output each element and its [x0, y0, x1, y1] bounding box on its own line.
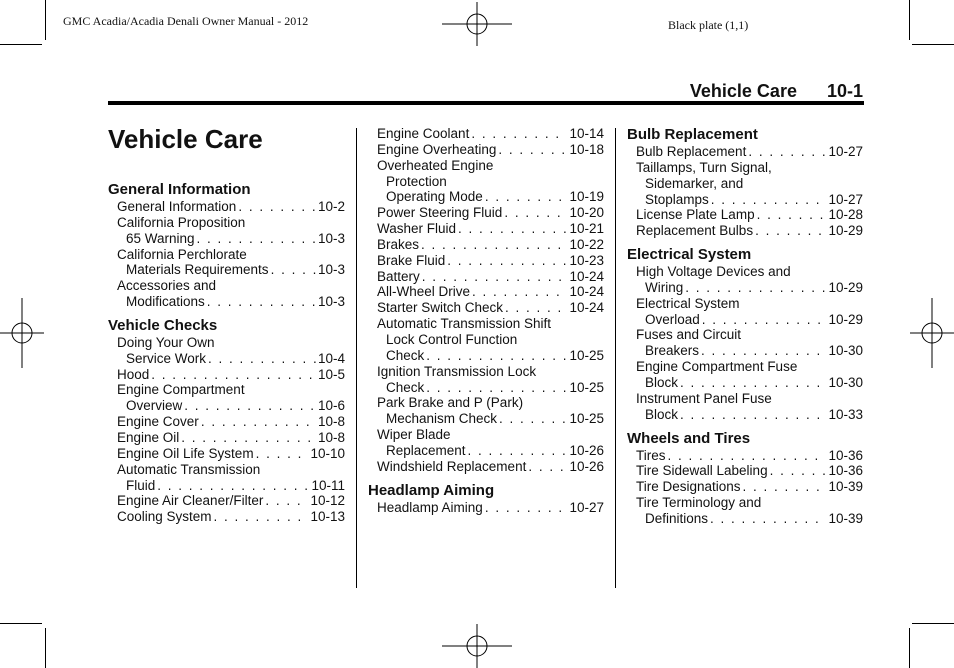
toc-entry[interactable] — [368, 284, 604, 300]
crop-mark — [0, 623, 42, 624]
toc-entry-label: Mechanism Check — [386, 411, 498, 427]
dot-leader — [468, 443, 568, 459]
dot-leader — [528, 459, 567, 475]
toc-entry[interactable] — [368, 459, 604, 475]
running-head — [690, 81, 863, 102]
toc-entry-label: Overview — [126, 398, 183, 414]
toc-entry-label: Tires — [636, 447, 666, 463]
print-header-right: Black plate (1,1) — [668, 18, 749, 32]
toc-entry[interactable] — [108, 247, 345, 279]
dot-leader — [701, 343, 826, 359]
toc-entry-page: 10-24 — [569, 300, 604, 316]
toc-entry-line: California Proposition — [117, 214, 246, 230]
toc-entry-label: Block — [645, 406, 679, 422]
toc-entry-line: California Perchlorate — [117, 246, 247, 262]
toc-entry-label: Washer Fluid — [377, 221, 457, 237]
toc-entry-label: Cooling System — [117, 509, 212, 525]
header-rule — [108, 101, 864, 105]
registration-mark-icon — [910, 298, 954, 368]
toc-entry-page: 10-29 — [828, 311, 863, 327]
toc-section — [368, 126, 604, 475]
dot-leader — [214, 509, 309, 525]
toc-entry-page: 10-6 — [317, 398, 345, 414]
toc-entry-label: Check — [386, 379, 425, 395]
toc-column-2 — [368, 126, 604, 522]
toc-entry-label: License Plate Lamp — [636, 207, 755, 223]
toc-entry-page: 10-27 — [828, 191, 863, 207]
toc-section — [627, 246, 863, 422]
toc-entry[interactable] — [108, 414, 345, 430]
dot-leader — [447, 253, 567, 269]
toc-entry[interactable] — [368, 142, 604, 158]
dot-leader — [426, 348, 567, 364]
toc-entry-page: 10-11 — [311, 477, 345, 493]
toc-column-1 — [108, 181, 345, 532]
dot-leader — [755, 223, 826, 239]
toc-entry-page: 10-24 — [569, 268, 604, 284]
toc-entry-label: 65 Warning — [126, 230, 195, 246]
toc-entry[interactable] — [627, 495, 863, 527]
toc-entry[interactable] — [627, 327, 863, 359]
toc-section-heading: Headlamp Aiming — [368, 481, 495, 499]
toc-entry-line: Lock Control Function — [386, 331, 518, 347]
toc-entry-label: Brakes — [377, 236, 420, 252]
dot-leader — [680, 375, 826, 391]
toc-entry[interactable] — [368, 237, 604, 253]
toc-entry-line: Tire Terminology and — [636, 495, 762, 511]
dot-leader — [265, 493, 308, 509]
toc-entry[interactable] — [627, 391, 863, 423]
dot-leader — [770, 463, 827, 479]
dot-leader — [711, 192, 827, 208]
toc-entry-label: Headlamp Aiming — [377, 499, 483, 515]
dot-leader — [743, 479, 827, 495]
toc-column-3 — [627, 126, 863, 534]
toc-entry-page: 10-21 — [569, 221, 604, 237]
toc-entry-page: 10-33 — [828, 406, 863, 422]
toc-entry-label: Brake Fluid — [377, 252, 446, 268]
dot-leader — [710, 511, 826, 527]
toc-entry-label: Replacement — [386, 442, 466, 458]
toc-section — [627, 430, 863, 527]
toc-entry-page: 10-26 — [569, 442, 604, 458]
toc-entry-label: Engine Oil — [117, 429, 180, 445]
dot-leader — [485, 500, 568, 516]
crop-mark — [0, 44, 42, 45]
toc-entry-label: Engine Coolant — [377, 126, 470, 141]
toc-entry-line: Accessories and — [117, 278, 217, 294]
toc-entry-label: Modifications — [126, 294, 205, 310]
toc-section-heading: General Information — [108, 181, 251, 198]
dot-leader — [181, 430, 316, 446]
toc-entry-line: High Voltage Devices and — [636, 264, 791, 280]
toc-entry[interactable] — [368, 126, 604, 142]
toc-entry[interactable] — [627, 448, 863, 464]
toc-entry[interactable] — [368, 158, 604, 206]
toc-entry-page: 10-24 — [569, 284, 604, 300]
toc-section — [108, 317, 345, 525]
toc-entry-page: 10-25 — [569, 379, 604, 395]
toc-entry[interactable] — [627, 359, 863, 391]
column-divider — [356, 128, 357, 588]
dot-leader — [422, 269, 568, 285]
running-head-title: Vehicle Care — [689, 81, 797, 101]
toc-entry[interactable] — [627, 160, 863, 208]
dot-leader — [499, 411, 567, 427]
toc-entry-page: 10-8 — [317, 414, 345, 430]
toc-entry-line: Engine Compartment Fuse — [636, 359, 798, 375]
toc-entry[interactable] — [627, 207, 863, 223]
running-head-page: 10-1 — [826, 81, 863, 101]
toc-entry[interactable] — [368, 500, 604, 516]
toc-entry-label: Tire Designations — [636, 479, 741, 495]
toc-entry-page: 10-10 — [310, 445, 345, 461]
toc-entry-label: Breakers — [645, 343, 700, 359]
print-header-left: GMC Acadia/Acadia Denali Owner Manual - 2012 — [63, 14, 309, 28]
toc-entry[interactable] — [108, 199, 345, 215]
toc-entry[interactable] — [368, 300, 604, 316]
toc-entry-page: 10-22 — [569, 236, 604, 252]
toc-entry-page: 10-4 — [317, 350, 345, 366]
toc-entry-line: Ignition Transmission Lock — [377, 363, 537, 379]
toc-entry-page: 10-25 — [569, 347, 604, 363]
toc-entry-page: 10-5 — [317, 366, 345, 382]
toc-entry-page: 10-23 — [569, 252, 604, 268]
registration-mark-icon — [442, 624, 512, 668]
dot-leader — [748, 144, 826, 160]
toc-entry[interactable] — [368, 221, 604, 237]
registration-mark-icon — [0, 298, 44, 368]
toc-entry[interactable] — [627, 223, 863, 239]
dot-leader — [702, 312, 827, 328]
toc-entry[interactable] — [108, 509, 345, 525]
toc-entry-line: Fuses and Circuit — [636, 327, 742, 343]
toc-entry-page: 10-25 — [569, 411, 604, 427]
toc-entry-line: Wiper Blade — [377, 427, 451, 443]
crop-mark — [909, 0, 910, 40]
toc-entry[interactable] — [368, 364, 604, 396]
toc-entry-line: Taillamps, Turn Signal, — [636, 159, 772, 175]
dot-leader — [471, 126, 567, 142]
crop-mark — [912, 44, 954, 45]
toc-entry[interactable] — [108, 335, 345, 367]
toc-entry-page: 10-13 — [310, 509, 345, 525]
toc-entry-label: Engine Overheating — [377, 141, 497, 157]
toc-entry[interactable] — [368, 316, 604, 364]
crop-mark — [912, 623, 954, 624]
toc-entry-label: Engine Air Cleaner/Filter — [117, 493, 264, 509]
toc-entry[interactable] — [627, 264, 863, 296]
toc-entry-page: 10-27 — [569, 499, 604, 515]
toc-entry-page: 10-20 — [569, 205, 604, 221]
dot-leader — [197, 231, 316, 247]
toc-entry-label: Materials Requirements — [126, 262, 269, 278]
toc-entry-page: 10-28 — [828, 207, 863, 223]
toc-section — [108, 181, 345, 310]
toc-entry-label: Starter Switch Check — [377, 300, 504, 316]
toc-entry-line: Protection — [386, 173, 447, 189]
dot-leader — [757, 207, 827, 223]
toc-entry-label: General Information — [117, 199, 237, 214]
toc-entry-label: Tire Sidewall Labeling — [636, 463, 768, 479]
toc-section-heading: Vehicle Checks — [108, 316, 218, 334]
toc-entry-label: Power Steering Fluid — [377, 205, 503, 221]
toc-section-heading: Wheels and Tires — [627, 429, 751, 447]
dot-leader — [208, 351, 316, 367]
toc-entry-page: 10-12 — [310, 493, 345, 509]
toc-entry-line: Automatic Transmission — [117, 461, 261, 477]
dot-leader — [685, 280, 826, 296]
toc-entry-line: Overheated Engine — [377, 157, 494, 173]
toc-section-heading: Electrical System — [627, 246, 752, 264]
dot-leader — [680, 407, 826, 423]
toc-entry-page: 10-8 — [317, 429, 345, 445]
toc-entry-line: Electrical System — [636, 295, 740, 311]
toc-entry[interactable] — [368, 253, 604, 269]
toc-entry-page: 10-39 — [828, 479, 863, 495]
toc-section — [627, 126, 863, 239]
registration-mark-icon — [442, 2, 512, 46]
toc-entry-label: Fluid — [126, 477, 156, 493]
toc-entry[interactable] — [108, 278, 345, 310]
toc-entry-page: 10-14 — [569, 126, 604, 141]
toc-entry-label: Engine Cover — [117, 414, 199, 430]
dot-leader — [201, 414, 316, 430]
toc-entry-line: Park Brake and P (Park) — [377, 395, 524, 411]
toc-entry-label: Windshield Replacement — [377, 458, 527, 474]
toc-entry[interactable] — [108, 446, 345, 462]
toc-entry-label: Check — [386, 347, 425, 363]
toc-entry-label: Operating Mode — [386, 189, 483, 205]
toc-entry-page: 10-39 — [828, 510, 863, 526]
toc-entry-page: 10-19 — [569, 189, 604, 205]
toc-entry-page: 10-30 — [828, 374, 863, 390]
dot-leader — [668, 448, 827, 464]
dot-leader — [498, 142, 567, 158]
column-divider — [615, 128, 616, 588]
toc-entry[interactable] — [108, 367, 345, 383]
dot-leader — [271, 262, 316, 278]
toc-entry-page: 10-29 — [828, 279, 863, 295]
toc-entry-page: 10-26 — [569, 458, 604, 474]
dot-leader — [238, 199, 316, 215]
dot-leader — [505, 300, 567, 316]
dot-leader — [421, 237, 567, 253]
toc-section-heading: Bulb Replacement — [627, 126, 758, 143]
toc-entry-page: 10-30 — [828, 343, 863, 359]
toc-entry[interactable] — [108, 493, 345, 509]
toc-entry[interactable] — [108, 382, 345, 414]
toc-entry-page: 10-3 — [317, 294, 345, 310]
toc-entry[interactable] — [368, 395, 604, 427]
toc-entry-line: Automatic Transmission Shift — [377, 316, 552, 332]
toc-entry[interactable] — [108, 215, 345, 247]
dot-leader — [485, 189, 568, 205]
crop-mark — [45, 0, 46, 40]
toc-entry[interactable] — [627, 463, 863, 479]
toc-entry-label: Engine Oil Life System — [117, 445, 254, 461]
toc-entry-page: 10-29 — [828, 223, 863, 239]
toc-entry-line: Instrument Panel Fuse — [636, 390, 772, 406]
toc-entry-label: Battery — [377, 268, 420, 284]
toc-entry-page: 10-3 — [317, 262, 345, 278]
toc-section — [368, 482, 604, 516]
dot-leader — [151, 367, 316, 383]
dot-leader — [207, 294, 316, 310]
toc-entry[interactable] — [108, 462, 345, 494]
chapter-title: Vehicle Care — [108, 124, 263, 154]
toc-entry-line: Doing Your Own — [117, 334, 215, 350]
toc-entry-label: Hood — [117, 366, 150, 382]
dot-leader — [458, 221, 567, 237]
dot-leader — [504, 205, 567, 221]
crop-mark — [45, 628, 46, 668]
toc-entry-label: All-Wheel Drive — [377, 284, 471, 300]
dot-leader — [472, 284, 567, 300]
toc-entry-label: Stoplamps — [645, 191, 709, 207]
toc-entry-page: 10-18 — [569, 141, 604, 157]
toc-entry-label: Block — [645, 374, 679, 390]
toc-entry-page: 10-3 — [317, 230, 345, 246]
dot-leader — [184, 398, 316, 414]
toc-entry-label: Definitions — [645, 510, 709, 526]
dot-leader — [256, 446, 309, 462]
toc-entry-label: Overload — [645, 311, 700, 327]
toc-entry-label: Replacement Bulbs — [636, 223, 754, 239]
toc-entry[interactable] — [368, 269, 604, 285]
toc-entry-label: Service Work — [126, 350, 207, 366]
toc-entry[interactable] — [108, 430, 345, 446]
dot-leader — [426, 380, 567, 396]
toc-entry[interactable] — [627, 479, 863, 495]
toc-entry-line: Sidemarker, and — [645, 175, 744, 191]
toc-entry[interactable] — [627, 144, 863, 160]
crop-mark — [909, 628, 910, 668]
toc-entry-page: 10-36 — [828, 463, 863, 479]
toc-entry-page: 10-27 — [828, 144, 863, 159]
toc-entry-page: 10-2 — [317, 199, 345, 214]
toc-entry-label: Wiring — [645, 279, 684, 295]
toc-entry-line: Engine Compartment — [117, 382, 245, 398]
toc-entry[interactable] — [368, 205, 604, 221]
toc-entry-label: Bulb Replacement — [636, 144, 747, 159]
toc-entry[interactable] — [368, 427, 604, 459]
toc-entry[interactable] — [627, 296, 863, 328]
toc-entry-page: 10-36 — [828, 447, 863, 463]
dot-leader — [157, 478, 309, 494]
